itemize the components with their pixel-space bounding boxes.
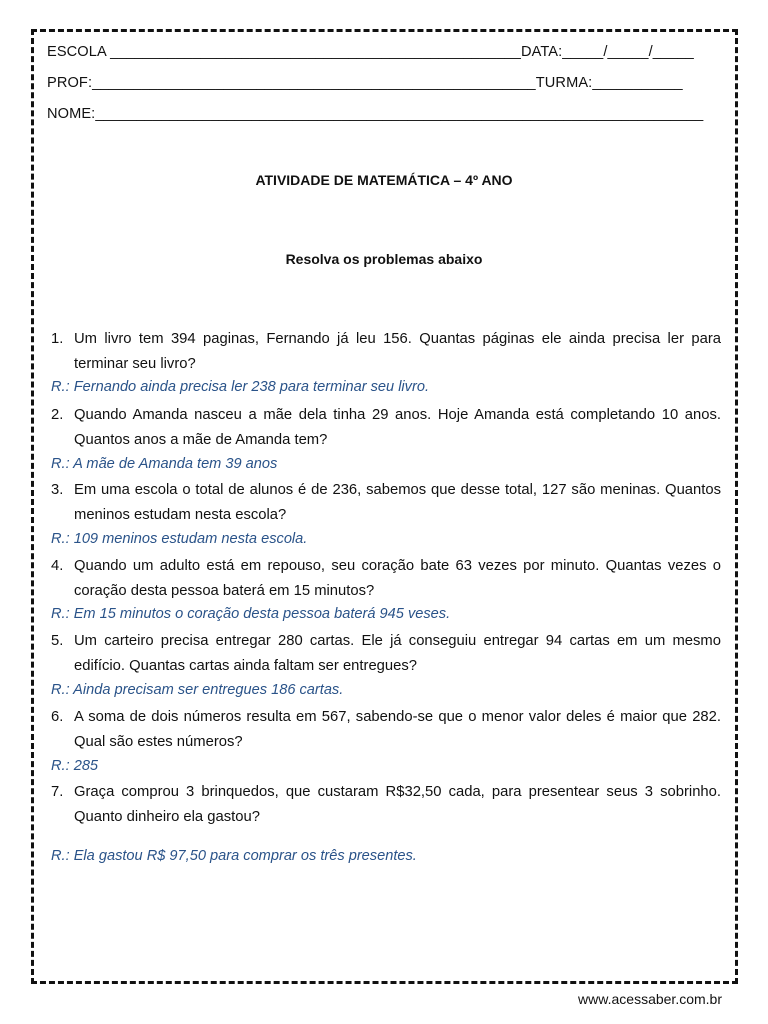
question-item — [51, 327, 721, 377]
question-number: 6. — [51, 709, 64, 725]
question-number: 5. — [51, 633, 64, 649]
answer-text: R.: 109 meninos estudam nesta escola. — [51, 531, 308, 547]
question-item — [51, 554, 721, 604]
question-number: 4. — [51, 558, 64, 574]
header-escola-line: ESCOLA __________________________________________________DATA:_____/_____/_____ — [47, 44, 694, 60]
header-nome-line: NOME:__________________________________________________________________________ — [47, 106, 704, 122]
question-text: Quando um adulto está em repouso, seu coração bate 63 vezes por minuto. Quantas vezes o coração desta pessoa baterá em 15 minutos? — [74, 558, 721, 599]
question-text: Um carteiro precisa entregar 280 cartas. Ele já conseguiu entregar 94 cartas em um mesmo edifício. Quantas cartas ainda faltam ser entregues? — [74, 633, 721, 674]
question-text: A soma de dois números resulta em 567, sabendo-se que o menor valor deles é maior que 282. Qual são estes números? — [74, 709, 721, 750]
question-number: 3. — [51, 482, 64, 498]
question-number: 7. — [51, 784, 64, 800]
answer-text: R.: Ainda precisam ser entregues 186 cartas. — [51, 682, 344, 698]
answer-text: R.: 285 — [51, 758, 99, 774]
question-item — [51, 403, 721, 453]
question-item — [51, 629, 721, 679]
question-text: Graça comprou 3 brinquedos, que custaram R$32,50 cada, para presentear seus 3 sobrinho. Quanto dinheiro ela gastou? — [74, 784, 721, 825]
question-text: Um livro tem 394 paginas, Fernando já leu 156. Quantas páginas ele ainda precisa ler para terminar seu livro? — [74, 331, 721, 372]
page-title: ATIVIDADE DE MATEMÁTICA – 4º ANO — [255, 172, 513, 188]
question-item — [51, 478, 721, 528]
question-number: 2. — [51, 407, 64, 423]
question-item — [51, 780, 721, 830]
header-prof-line: PROF:______________________________________________________TURMA:___________ — [47, 75, 683, 91]
question-text: Quando Amanda nasceu a mãe dela tinha 29 anos. Hoje Amanda está completando 10 anos. Quantos anos a mãe de Amanda tem? — [74, 407, 721, 448]
question-number: 1. — [51, 331, 64, 347]
answer-text: R.: Fernando ainda precisa ler 238 para terminar seu livro. — [51, 379, 430, 395]
footer-website: www.acessaber.com.br — [578, 991, 722, 1007]
page-subtitle: Resolva os problemas abaixo — [285, 251, 483, 267]
answer-text: R.: Ela gastou R$ 97,50 para comprar os três presentes. — [51, 848, 417, 864]
answer-text: R.: A mãe de Amanda tem 39 anos — [51, 456, 278, 472]
answer-text: R.: Em 15 minutos o coração desta pessoa baterá 945 veses. — [51, 606, 451, 622]
question-text: Em uma escola o total de alunos é de 236, sabemos que desse total, 127 são meninas. Quantos meninos estudam nesta escola? — [74, 482, 721, 523]
question-item — [51, 705, 721, 755]
